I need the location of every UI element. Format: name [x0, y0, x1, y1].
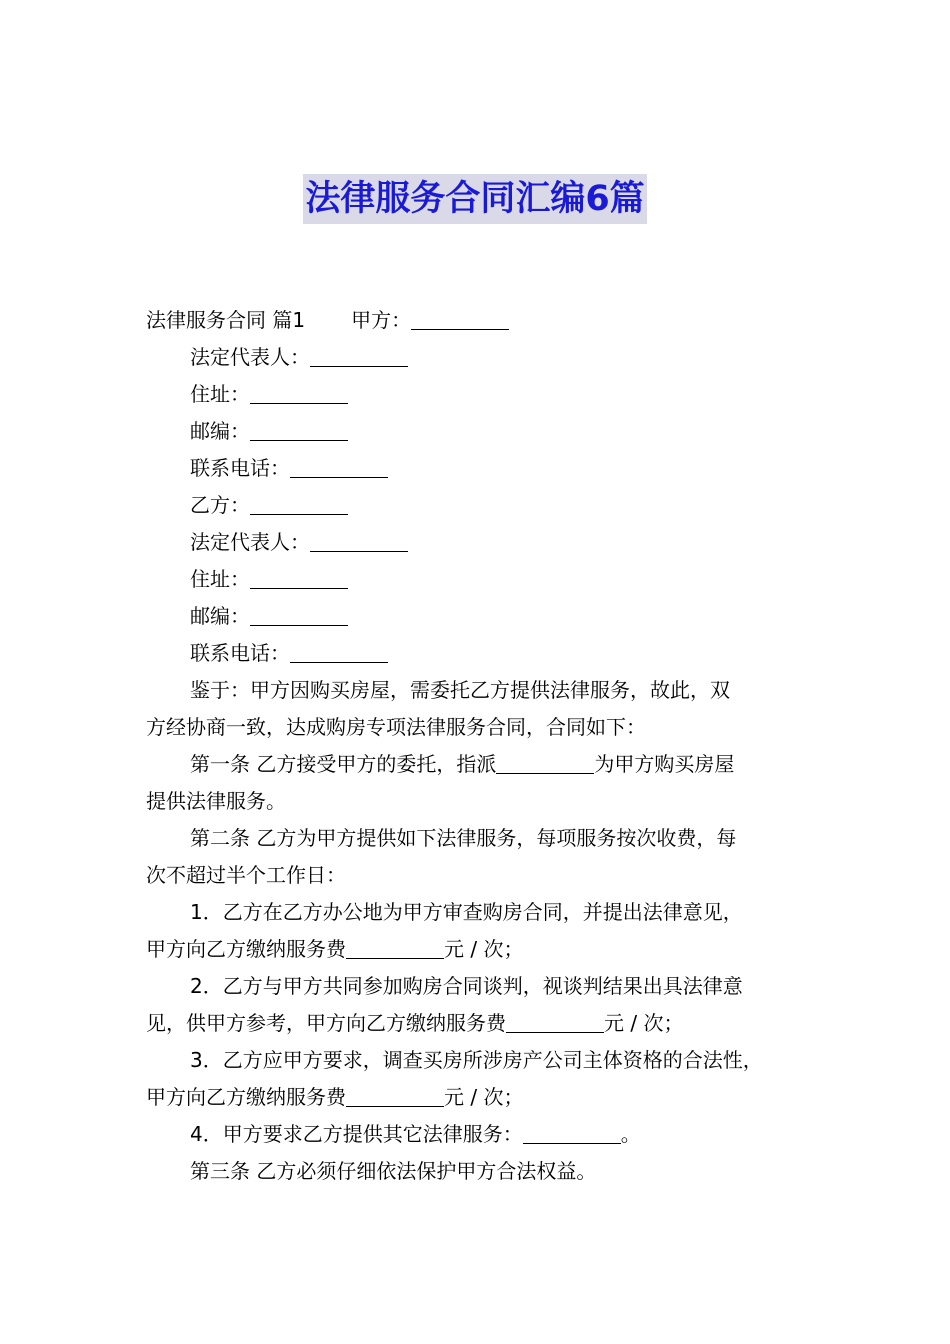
party-a-rep-label: 法定代表人：	[190, 345, 310, 369]
party-a-address-label: 住址：	[190, 382, 250, 406]
item3-post: 元 / 次；	[444, 1085, 524, 1109]
contract-body	[146, 302, 808, 1190]
party-a-phone-line	[146, 450, 808, 487]
item4-blank	[523, 1119, 621, 1144]
party-b-postcode-label: 邮编：	[190, 604, 250, 628]
party-b-postcode-blank	[250, 601, 348, 626]
item1-pre: 甲方向乙方缴纳服务费	[146, 937, 346, 961]
party-b-rep-blank	[310, 527, 408, 552]
article1-blank	[496, 749, 594, 774]
party-a-postcode-blank	[250, 416, 348, 441]
party-b-phone-line	[146, 635, 808, 672]
party-a-address-blank	[250, 379, 348, 404]
party-b-phone-label: 联系电话：	[190, 641, 290, 665]
item3-line-2	[146, 1079, 808, 1116]
party-a-postcode-label: 邮编：	[190, 419, 250, 443]
recital-line-2: 方经协商一致，达成购房专项法律服务合同，合同如下：	[146, 715, 646, 739]
article1-line-2: 提供法律服务。	[146, 789, 286, 813]
article2-line-1: 第二条 乙方为甲方提供如下法律服务，每项服务按次收费，每	[190, 826, 737, 850]
party-b-phone-blank	[290, 638, 388, 663]
party-b-blank	[250, 490, 348, 515]
document-title: 法律服务合同汇编6篇	[303, 174, 646, 224]
header-line	[146, 302, 808, 339]
item1-line-2	[146, 931, 808, 968]
item3-pre: 甲方向乙方缴纳服务费	[146, 1085, 346, 1109]
party-a-postcode-line	[146, 413, 808, 450]
party-a-blank	[411, 305, 509, 330]
party-a-rep-blank	[310, 342, 408, 367]
party-b-line	[146, 487, 808, 524]
party-a-phone-blank	[290, 453, 388, 478]
party-b-address-blank	[250, 564, 348, 589]
item3-blank	[346, 1082, 444, 1107]
item3-line-1: 3．乙方应甲方要求，调查买房所涉房产公司主体资格的合法性，	[190, 1048, 763, 1072]
item2-pre: 见，供甲方参考，甲方向乙方缴纳服务费	[146, 1011, 506, 1035]
party-b-rep-line	[146, 524, 808, 561]
item4-line	[146, 1116, 808, 1153]
contract-label: 法律服务合同 篇1	[146, 308, 306, 332]
item2-post: 元 / 次；	[604, 1011, 684, 1035]
item4-pre: 4．甲方要求乙方提供其它法律服务：	[190, 1122, 523, 1146]
item1-line-1: 1．乙方在乙方办公地为甲方审查购房合同，并提出法律意见，	[190, 900, 743, 924]
title-container	[0, 174, 950, 224]
item4-post: 。	[620, 1122, 641, 1146]
party-b-address-label: 住址：	[190, 567, 250, 591]
party-b-rep-label: 法定代表人：	[190, 530, 310, 554]
party-a-phone-label: 联系电话：	[190, 456, 290, 480]
party-b-address-line	[146, 561, 808, 598]
article1-line-1	[146, 746, 808, 783]
article2-line-2: 次不超过半个工作日：	[146, 863, 346, 887]
party-b-label: 乙方：	[190, 493, 250, 517]
item2-line-2	[146, 1005, 808, 1042]
party-a-address-line	[146, 376, 808, 413]
article1-post: 为甲方购买房屋	[594, 752, 735, 776]
item2-blank	[506, 1008, 604, 1033]
item1-post: 元 / 次；	[444, 937, 524, 961]
article1-pre: 第一条 乙方接受甲方的委托，指派	[190, 752, 497, 776]
party-b-postcode-line	[146, 598, 808, 635]
recital-line-1: 鉴于：甲方因购买房屋，需委托乙方提供法律服务，故此，双	[190, 678, 730, 702]
party-a-rep-line	[146, 339, 808, 376]
item2-line-1: 2．乙方与甲方共同参加购房合同谈判，视谈判结果出具法律意	[190, 974, 743, 998]
item1-blank	[346, 934, 444, 959]
article3-line: 第三条 乙方必须仔细依法保护甲方合法权益。	[190, 1159, 597, 1183]
party-a-label: 甲方：	[351, 308, 412, 332]
